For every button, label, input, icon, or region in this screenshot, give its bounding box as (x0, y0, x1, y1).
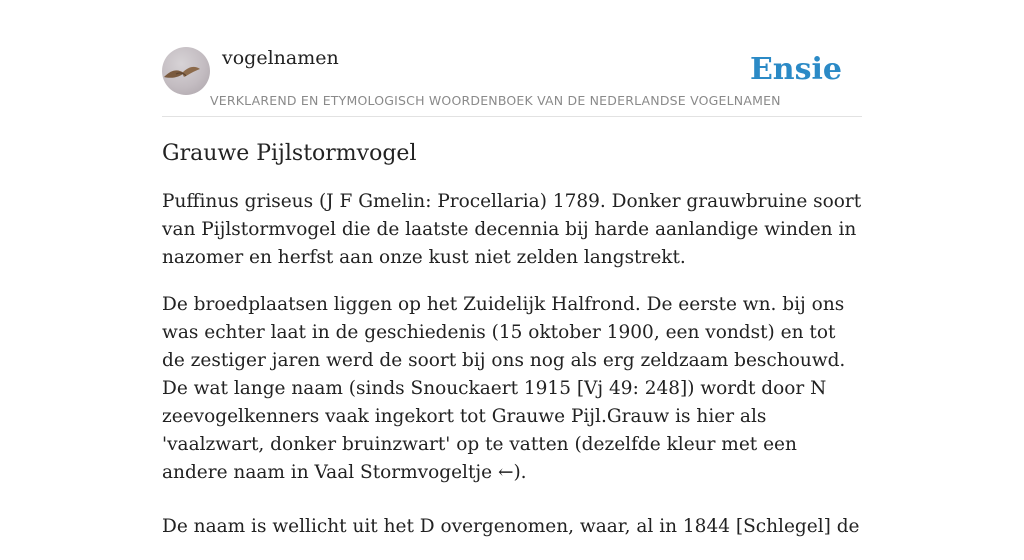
brand-logo[interactable]: Ensie (749, 52, 842, 87)
site-name[interactable]: vogelnamen (222, 47, 339, 69)
article-title: Grauwe Pijlstormvogel (162, 141, 417, 166)
site-tagline: VERKLAREND EN ETYMOLOGISCH WOORDENBOEK VAN DE NEDERLANDSE VOGELNAMEN (210, 93, 781, 108)
article-paragraph: Puffinus griseus (J F Gmelin: Procellaria) 1789. Donker grauwbruine soort van Pijlstormvogel die de laatste decennia bij harde aanlandige winden in nazomer en herfst aan onze kust niet zelden langstrekt. (162, 191, 862, 268)
site-avatar[interactable] (162, 47, 210, 95)
site-header (162, 46, 862, 117)
bird-icon (162, 47, 210, 95)
article-paragraph: De naam is wellicht uit het D overgenomen, waar, al in 1844 [Schlegel] de (162, 516, 860, 537)
article (162, 138, 862, 560)
article-paragraph: De broedplaatsen liggen op het Zuidelijk Halfrond. De eerste wn. bij ons was echter laat in de geschiedenis (15 oktober 1900, een vondst) en tot de zestiger jaren werd de soort bij ons nog als erg zeldzaam beschouwd. De wat lange naam (sinds Snouckaert 1915 [Vj 49: 248]) wordt door N zeevogelkenners vaak ingekort tot Grauwe Pijl.Grauw is hier als 'vaalzwart, donker bruinzwart' op te vatten (dezelfde kleur met een andere naam in Vaal Stormvogeltje ←). (162, 294, 846, 483)
